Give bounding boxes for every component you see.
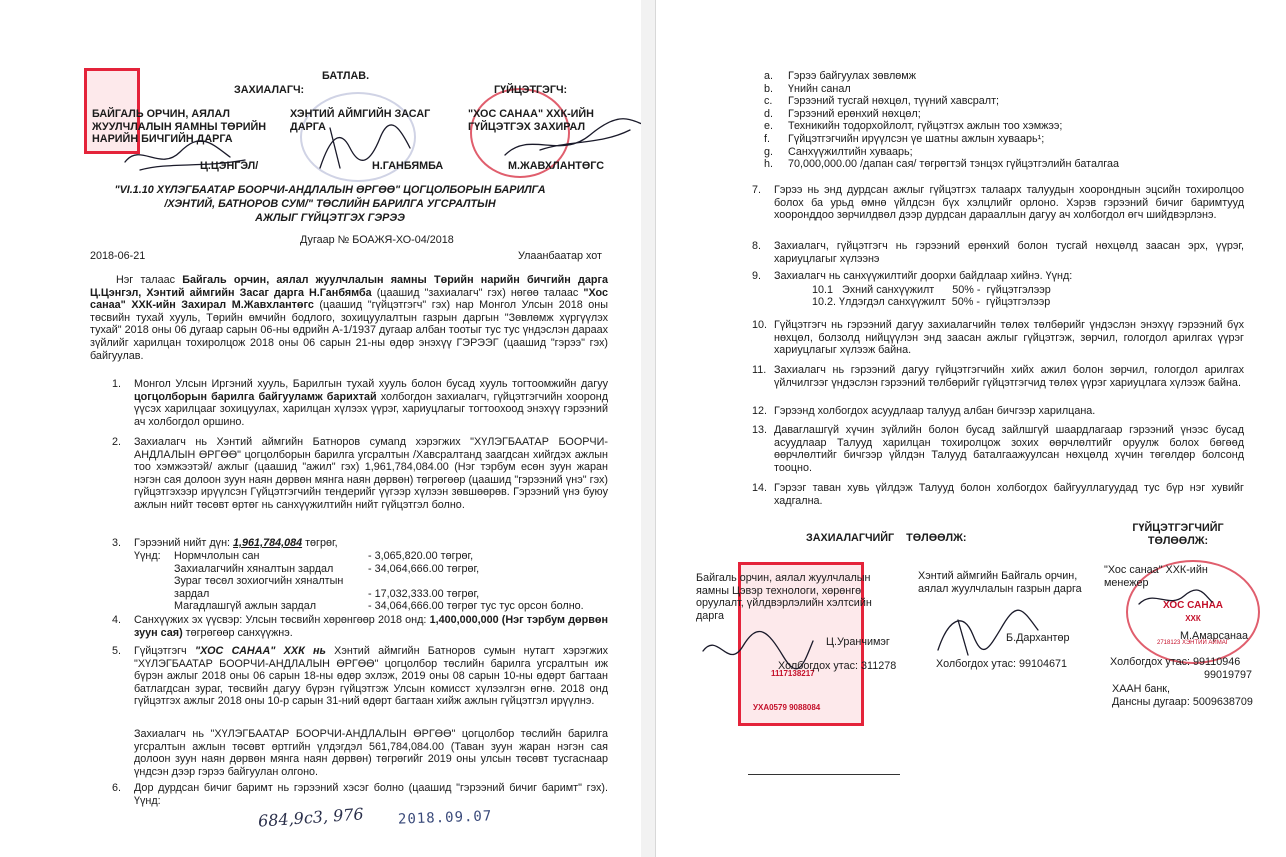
clause-3 (112, 537, 608, 550)
clause-12-text: Гэрээнд холбогдох асуудлаар талууд албан бичгээр харилцана. (774, 405, 1096, 417)
budget-row (174, 563, 614, 576)
clause-2-number: 2. (112, 436, 122, 448)
clause-12 (752, 405, 1244, 418)
funding-schedule-2: 10.2. Үлдэгдэл санхүүжилт 50% - гүйцэтгэлээр (812, 296, 1051, 308)
document-text: Техникийн тодорхойлолт, гүйцэтгэх ажлын тоо хэмжээ; (788, 120, 1063, 133)
clause-11 (752, 364, 1244, 389)
clause-3-label: Гэрээний нийт дүн: (134, 537, 234, 549)
clause-9-number: 9. (752, 270, 762, 282)
clause-1-number: 1. (112, 378, 122, 390)
clause-7-number: 7. (752, 184, 762, 196)
clause-2-text: Захиалагч нь Хэнтий аймгийн Батноров сумanд хэрэгжих "ХҮЛЭГБААТАР БООРЧИ-АНДЛАЛЫН ӨРГӨӨ" цогцолборын барилга угсралтын /Хавсралтанд заагдсан хийгдэх ажлын тоо хэмжээтэй/ ажлыг (цаашид "ажил" гэх) 1,961,784,084.00 (Нэг тэрбум есөн зуун жаран нэгэн сая долоон зуун наян дөрвөн мянга наян дөрвөн) төгрөгөөр (цаашид "гэрээний үнэ" гэх) гүйцэтгэхээр ирүүлсэн Гүйцэтгэгчийн тендерийг үүгээр хүлээн зөвшөөрөв. Гэрээний үнэ буюу ажлын нийт төсөвт өртөг нь санхүүжилтийн нийт гүйцэтгэл болно. (134, 436, 608, 511)
signatory-2-name: Б.Дархантөр (1006, 632, 1070, 644)
document-text: Гэрээний тусгай нөхцөл, түүний хавсралт; (788, 95, 1000, 108)
document-letter: c. (764, 95, 773, 108)
budget-row-label: Магадлашгүй ажлын зардал (174, 600, 317, 613)
bank-name: ХААН банк, (1112, 683, 1171, 695)
budget-breakdown (174, 550, 614, 613)
clause-8-number: 8. (752, 240, 762, 252)
clause-5-contractor: "ХОС САНАА" ХХК нь (194, 645, 326, 657)
document-letter: e. (764, 120, 774, 133)
customer-label: ЗАХИАЛАГЧ: (234, 84, 305, 96)
document-letter: g. (764, 145, 774, 158)
signatory-2-signature (928, 600, 1048, 660)
stamp-number: 1117138217 (771, 669, 815, 678)
stamp-registration: 2718123 ХЭНТИЙ АЙМАГ (1157, 640, 1229, 646)
document-text: Үнийн санал (788, 82, 851, 95)
budget-row (174, 575, 614, 588)
contractor-label: ГҮЙЦЭТГЭГЧ: (494, 84, 568, 96)
budget-row-label: зардал (174, 587, 210, 600)
document-list-item (764, 120, 1244, 133)
clause-1-text-b: цогцолборын барилга байгууламж барихтай (134, 390, 377, 403)
governor-org: ХЭНТИЙ АЙМГИЙН ЗАСАГ ДАРГА (290, 108, 431, 133)
clause-4-text-c: төгрөгөөр санхүүжнэ. (182, 626, 293, 639)
clause-13-text: Даваглашгүй хүчин зүйлийн болон бусад зайлшгүй шаардлагаар гэрээний үнээс бусад асуудлаар Талууд харилцан тохиролцож зохих өөрчлөлтийг оруулж болох бөгөөд өөрчлөлтийг бичгээр үйлдэн Талууд баталгаажуулсан нөхцөлд хүчин төгөлдөр болсонд тооцно. (774, 424, 1244, 474)
clause-8 (752, 240, 1244, 265)
clause-4 (112, 614, 608, 639)
budget-row (174, 550, 614, 563)
signatory-1-org: Байгаль орчин, аялал жуулчлалын яамны Цэвэр технологи, хөрөнгө оруулалт, үйлдвэрлэлийн хэлтсийн дарга (696, 572, 872, 622)
signatory-3-phone-1: Холбогдох утас: 99110946 (1110, 656, 1241, 668)
document-list-item (764, 95, 1244, 108)
document-list-item (764, 108, 1244, 121)
contractor-org: "ХОС САНАА" ХХК-ИЙН ГҮЙЦЭТГЭХ ЗАХИРАЛ (468, 108, 594, 133)
funding-schedule-1: 10.1 Эхний санхүүжилт 50% - гүйцэтгэлээр (812, 284, 1051, 296)
signatory-3-org: "Хос санаа" ХХК-ийн менежер (1104, 564, 1208, 589)
document-text: Гүйцэтгэгчийн ирүүлсэн үе шатны ажлын хуваарь¹; (788, 132, 1045, 145)
clause-12-number: 12. (752, 405, 768, 417)
clause-2 (112, 436, 608, 512)
clause-10-number: 10. (752, 319, 768, 331)
clause-3-number: 3. (112, 537, 122, 549)
clause-9 (752, 270, 1244, 283)
contract-date: 2018-06-21 (90, 250, 146, 262)
clause-5 (112, 645, 608, 708)
clause-10 (752, 319, 1244, 357)
clause-7-text: Гэрээ нь энд дурдсан ажлыг гүйцэтгэх талаарх талуудын хооронднын эцсийн тохиролцоо болох ба урьд өмнө үйлдсэн бүх хэлцлийг орлоно. Хэрэв гэрээний бичиг баримтууд хооронддоо зөрчилдвөл дээр дурдсан дарааллын дагуу ач холбогдол өгч шийдвэрлэнэ. (774, 184, 1244, 222)
contract-city: Улаанбаатар хот (518, 250, 602, 262)
intro-text-3: (цаашид "гүйцэтгэгч" гэх) нар Монгол Улсын 2018 оны төсвийн тухай хууль, Төрийн өмчийн бодлого, зохицуулалтын газрын даргын "Зөвлөмж хүргүүлэх тухай" 2018 оны 06 дугаар сарын 06-ны өдрийн А-1/1937 дугаар албан тоотыг тус тус үндэслэн дараах зүйлийг харилцан тохиролцож 2018 оны 06 сарын 21-ны өдөр энэхүү ГЭРЭЭГ (цаашид "гэрээ" гэх) байгуулав. (90, 299, 608, 362)
customer-signatory-name: Ц.ЦЭНГЭЛ/ (200, 160, 259, 172)
clause-4-text-a: Санхүүжих эх үүсвэр: Улсын төсвийн хөрөнгөөр 2018 онд: (134, 614, 430, 626)
signatory-2-org: Хэнтий аймгийн Байгаль орчин, аялал жуулчлалын газрын дарга (918, 570, 1082, 595)
contractor-representative-title (1118, 522, 1238, 547)
document-list-item (764, 70, 1244, 83)
stamp-number-2: УХА0579 9088084 (753, 703, 821, 712)
clause-11-number: 11. (752, 364, 767, 376)
approve-title: БАТЛАВ. (322, 70, 370, 82)
budget-row-value: - 17,032,333.00 төгрөг, (368, 587, 480, 600)
handwritten-amount: 684,9с3, 976 (257, 804, 365, 831)
clause-14-number: 14. (752, 482, 768, 494)
clause-3-currency: төгрөг, (302, 537, 338, 549)
clause-1-text-c: холбогдон захиалагч, гүйцэтгэгчийн хооронд үүсэх харилцааг зохицуулах, харилцан хүлээх үүрэг, хариуцлагыг тогтоохоод энэхүү гэрээний ач холбогдол оршино. (134, 390, 608, 428)
contract-page-1 (0, 0, 642, 857)
clause-5-paragraph-2: Захиалагч нь "ХҮЛЭГБААТАР БООРЧИ-АНДЛАЛЫН ӨРГӨӨ" цогцолбор төслийн барилга угсралтын ажлын төсөвт өртгийн үлдэгдэл 561,784,084.00 (Таван зуун жаран нэгэн сая долоон зуун наян дөрвөн мянга наян дөрвөн) төгрөгийг 2019 оны улсын төсөвт тусгаснаар үндсэн дээр гэрээ байгуулан олгоно. (134, 728, 608, 778)
document-letter: f. (764, 132, 770, 145)
intro-paragraph (90, 274, 608, 362)
clause-14-text: Гэрээг таван хувь үйлдэж Талууд болон холбогдох байгууллагуудад тус бүр нэг хувийг хадгална. (774, 482, 1244, 507)
document-text: Санхүүжилтийн хуваарь; (788, 145, 913, 158)
customer-signature (120, 132, 250, 182)
footnote-separator (748, 774, 900, 775)
clause-13 (752, 424, 1244, 474)
contract-title-line-3: АЖЛЫГ ГҮЙЦЭТГЭХ ГЭРЭЭ (255, 212, 405, 224)
clause-10-text: Гүйцэтгэгч нь гэрээний дагуу захиалагчийн төлөх төлбөрийг үндэслэн энэхүү гэрээний бүх нөхцөл, болзолд нийцүүлэн энд заасан ажлыг гүйцэтгэж, зөрчил, гологдол арилгах үүрэг хариуцлагыг хүлээж байна. (774, 319, 1244, 357)
signatory-2-phone: Холбогдох утас: 99104671 (936, 658, 1068, 670)
clause-4-number: 4. (112, 614, 122, 626)
signatory-1-phone: Холбогдох утас: 311278 (778, 660, 897, 672)
clause-14 (752, 482, 1244, 507)
clause-6-text: Дор дурдсан бичиг баримт нь гэрээний хэсэг болно (цаашид "гэрээний бичиг баримт" гэх). Үүнд: (134, 782, 608, 807)
clause-1 (112, 378, 608, 428)
clause-5-text-c: Хэнтий аймгийн Батноров сумын нутагт хэрэгжих "ХҮЛЭГБААТАР БООРЧИ-АНДЛАЛЫН ӨРГӨӨ" цогцолбор төслийн барилга угсралтын иж бүрэн ажлыг 2018 оны 06 сарын 18-ны өдөр эхлэж, 2019 оны 08 сарын 10-ны өдөрт багтаан батлагдсан зураг, төсвийн дагуу бүрэн гүйцэтгэж Улсын комисст хүлээлгэн өгнө. 2018 онд гүйцэтгэх ажлыг 2018 оны 10-р сарын 31-ний өдөрт багтаан хийж ажлын гүйцэтгэл ирүүлнэ. (134, 645, 608, 708)
contractor-representative-title-1: ГҮЙЦЭТГЭГЧИЙГ (1132, 522, 1224, 534)
document-list-item (764, 83, 1244, 96)
budget-row (174, 588, 614, 601)
governor-signatory-name: Н.ГАНБЯМБА (372, 160, 444, 172)
clause-9-text: Захиалагч нь санхүүжилтийг доорхи байдлаар хийнэ. Үүнд: (774, 270, 1073, 282)
date-stamp: 2018.09.07 (397, 808, 493, 828)
signatory-3-name: М.Амарсанаа (1180, 630, 1249, 642)
intro-text-2: (цаашид "захиалагч" гэх) нөгөө талаас (371, 286, 584, 299)
clause-1-text-a: Монгол Улсын Иргэний хууль, Барилгын тухай хууль болон бусад хууль тогтоомжийн дагуу (134, 378, 608, 390)
clause-8-text: Захиалагч, гүйцэтгэгч нь гэрээний ерөнхий болон тусгай нөхцөлд заасан эрх, үүрэг, хариуцлагыг хүлээнэ (774, 240, 1244, 265)
clause-7 (752, 184, 1244, 222)
contract-title-line-1: "VI.1.10 ХҮЛЭГБААТАР БООРЧИ-АНДЛАЛЫН ӨРГӨӨ" ЦОГЦОЛБОРЫН БАРИЛГА (114, 184, 546, 196)
clause-3-from-label: Үүнд: (134, 550, 161, 562)
document-letter: b. (764, 82, 774, 95)
budget-row-value: - 34,064,666.00 төгрөг тус тус орсон болно. (368, 600, 584, 613)
customer-representative-title: ЗАХИАЛАГЧИЙГ ТӨЛӨӨЛЖ: (806, 532, 967, 544)
clause-6 (112, 782, 608, 807)
contract-number: Дугаар № БОАЖЯ-ХО-04/2018 (300, 234, 454, 246)
contract-total-amount: 1,961,784,084 (233, 537, 303, 549)
contract-page-2 (656, 0, 1286, 857)
contractor-representative-title-2: ТӨЛӨӨЛЖ: (1147, 534, 1209, 547)
document-text: 70,000,000.00 /дапан сая/ төгрөгтэй тэнцэх гүйцэтгэлийн баталгаа (788, 158, 1119, 171)
document-letter: h. (764, 158, 774, 171)
budget-row-value: - 3,065,820.00 төгрөг, (368, 550, 474, 562)
funding-amount: 1,400,000,000 (Нэг тэрбум дөрвөн зуун сая) (134, 614, 608, 639)
clause-6-number: 6. (112, 782, 122, 794)
intro-parties-contractor: "Хос санаа" ХХК-ийн Захирал М.Жавхлантөгс (90, 286, 608, 312)
signatory-3-signature (1134, 584, 1214, 614)
document-letter: a. (764, 70, 774, 82)
budget-row-label: Нормчлолын сан (174, 550, 260, 562)
document-list-item (764, 146, 1244, 159)
clause-11-text: Захиалагч нь гэрээний дагуу гүйцэтгэгчийн хийх ажил болон зөрчил, гологдол арилгах үйлчилгээг үндэслэн гэрээний төлбөрийг гүйцэтгэгчид төлөх үүрэг хариуцлага хүлээж байна. (774, 364, 1244, 389)
contractor-signatory-name: М.ЖАВХЛАНТӨГС (508, 160, 605, 172)
contract-title-line-2: /ХЭНТИЙ, БАТНОРОВ СУМ/" ТӨСЛИЙН БАРИЛГА УГСРАЛТЫН (164, 198, 496, 210)
document-list-item (764, 133, 1244, 146)
clause-5-number: 5. (112, 645, 122, 657)
document-text: Гэрээ байгуулах зөвлөмж (788, 70, 916, 82)
bank-account: Дансны дугаар: 5009638709 (1112, 696, 1253, 708)
document-letter: d. (764, 107, 774, 120)
intro-parties-customer: Байгаль орчин, аялал жуулчлалын яамны Төрийн нарийн бичгийн дарга Ц.Цэнгэл, Хэнтий аймгийн Засаг дарга Н.Ганбямба (90, 274, 608, 299)
budget-row-label: Захиалагчийн хяналтын зардал (174, 562, 334, 575)
document-text: Гэрээний ерөнхий нөхцөл; (788, 107, 921, 120)
stamp-company-name: ХОС САНАА (1162, 600, 1224, 611)
customer-org: БАЙГАЛЬ ОРЧИН, АЯЛАЛ ЖУУЛЧЛАЛЫН ЯАМНЫ ТӨРИЙН НАРИЙН БИЧГИЙН ДАРГА (92, 108, 267, 146)
documents-list (764, 70, 1244, 171)
signatory-1-name: Ц.Уранчимэг (826, 636, 890, 648)
intro-text-1: Нэг талаас (116, 274, 183, 286)
budget-row-value: - 34,064,666.00 төгрөг, (368, 562, 480, 575)
budget-row (174, 600, 614, 613)
stamp-company-type: ХХК (1185, 614, 1201, 623)
clause-13-number: 13. (752, 424, 768, 436)
clause-5-text-a: Гүйцэтгэгч (134, 645, 195, 657)
page-gap (641, 0, 656, 857)
signatory-3-phone-2: 99019797 (1204, 669, 1253, 681)
document-list-item (764, 158, 1244, 171)
budget-row-label: Зураг төсөл зохиогчийн хяналтын (174, 575, 344, 588)
